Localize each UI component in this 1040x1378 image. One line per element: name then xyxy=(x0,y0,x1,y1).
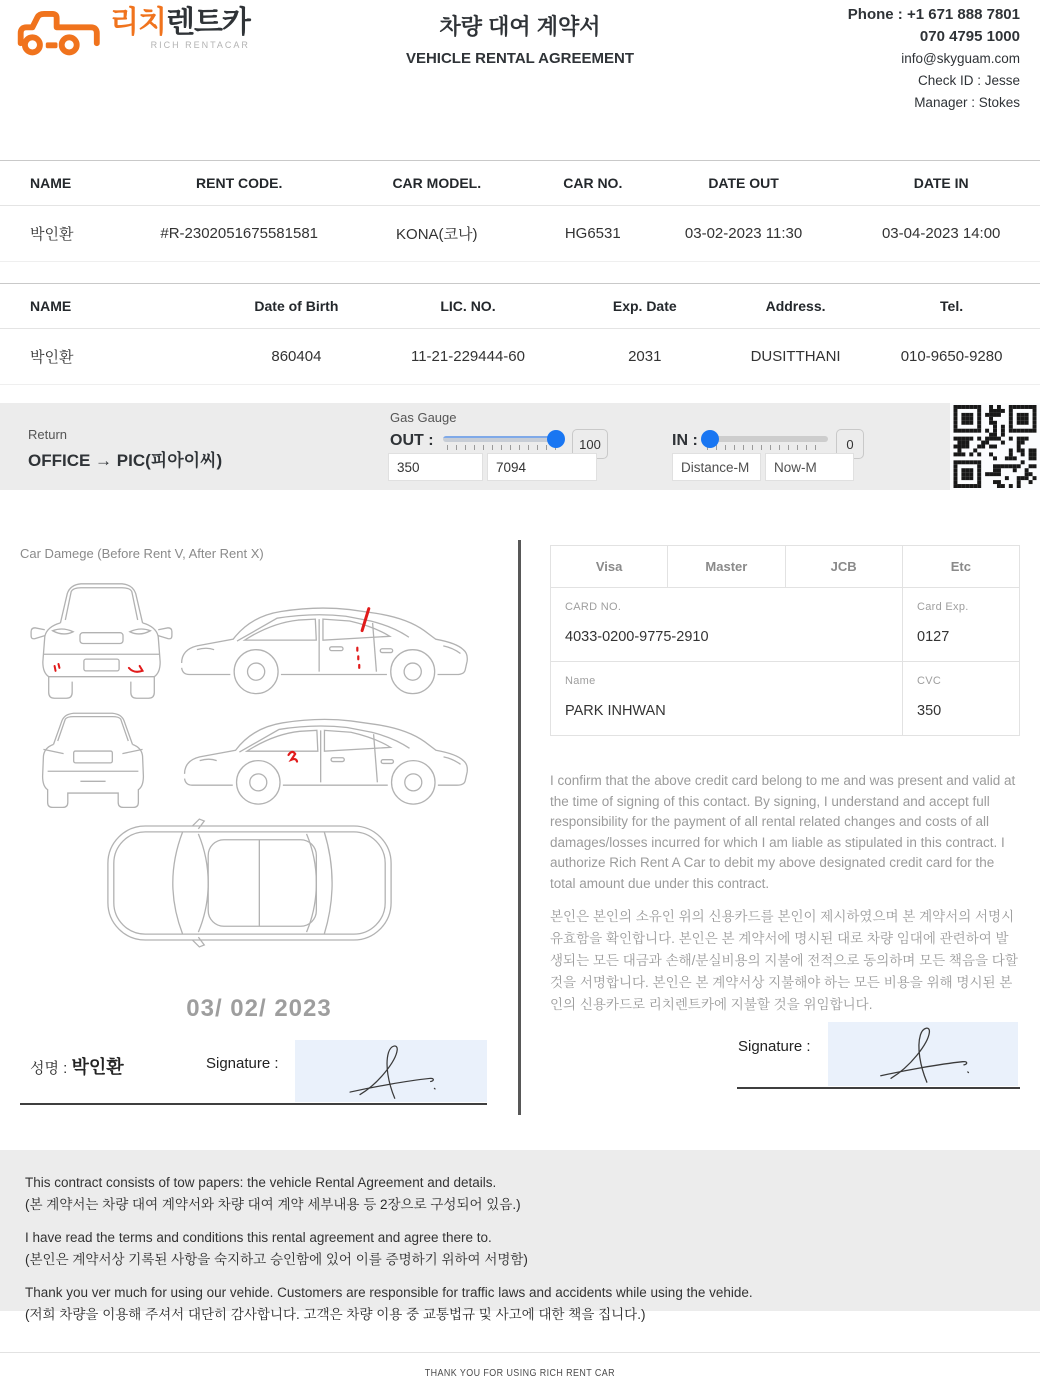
gauge-out-track[interactable] xyxy=(443,436,563,442)
gauge-out-value: 100 xyxy=(572,429,608,459)
car-rear-view-diagram[interactable] xyxy=(30,706,156,818)
cardholder-name-label: Name xyxy=(565,675,596,687)
cell-car-model: KONA(코나) xyxy=(333,206,541,262)
cell-date-out: 03-02-2023 11:30 xyxy=(645,206,843,262)
left-signature-pad[interactable] xyxy=(295,1040,487,1102)
footer-divider xyxy=(0,1352,1040,1353)
gauge-out-label: OUT : xyxy=(390,432,434,449)
section-divider xyxy=(518,540,521,1115)
name-value: 박인환 xyxy=(71,1057,124,1077)
cell-car-no: HG6531 xyxy=(541,206,645,262)
terms-band xyxy=(0,1150,1040,1322)
right-signature-pad[interactable] xyxy=(828,1022,1018,1086)
col-header-address: Address. xyxy=(728,284,863,329)
car-side-view-diagram[interactable] xyxy=(174,574,470,712)
return-route: OFFICE → PIC(피아이씨) xyxy=(28,451,223,470)
cvc-label: CVC xyxy=(917,675,942,687)
out-odometer-input[interactable] xyxy=(487,453,597,481)
card-confirmation-korean: 본인은 본인의 소유인 위의 신용카드를 본인이 제시하였으며 본 계약서의 서명시 유효함을 확인합니다. 본인은 본 계약서에 명시된 대로 차량 임대에 관련하여 발생되는 모든 대금과 손해/분실비용의 지불에 전적으로 동의하며 모든 책음을 다할 것을 서명합니다. 본인은 본 계약서상 지불해야 하는 모든 비용을 위해 명시된 본인의 신용카드로 리치렌트카에 지불할 것을 위임합니다. xyxy=(550,909,1018,1012)
page-title-english: VEHICLE RENTAL AGREEMENT xyxy=(405,50,635,67)
cell-renter-name: 박인환 xyxy=(0,206,146,262)
logo-text-dark: 렌트카 xyxy=(165,6,250,39)
qr-code xyxy=(950,403,1040,490)
damage-mark-side2 xyxy=(289,752,298,762)
gauge-in-track[interactable] xyxy=(703,436,828,442)
cell-lic-no: 11-21-229444-60 xyxy=(374,329,561,385)
gauge-in-label: IN : xyxy=(672,432,698,449)
right-signature-line xyxy=(737,1087,1020,1089)
cardholder-name-value[interactable]: PARK INHWAN xyxy=(565,703,666,719)
name-label: 성명 : xyxy=(30,1060,68,1077)
term-2-english: I have read the terms and conditions this rental agreement and agree there to. xyxy=(25,1230,492,1245)
manager: Manager : Stokes xyxy=(914,95,1020,110)
col-header-date-in: DATE IN xyxy=(842,161,1040,206)
card-exp-value[interactable]: 0127 xyxy=(917,629,950,645)
cell-rent-code: #R-2302051675581581 xyxy=(146,206,333,262)
col-header-car-model: CAR MODEL. xyxy=(333,161,541,206)
cvc-value[interactable]: 350 xyxy=(917,703,942,719)
gauge-in-thumb[interactable] xyxy=(701,430,719,448)
left-signature-line xyxy=(20,1103,487,1105)
col-header-exp-date: Exp. Date xyxy=(562,284,728,329)
cell-address: DUSITTHANI xyxy=(728,329,863,385)
col-header-lic-no: LIC. NO. xyxy=(374,284,561,329)
card-type-tabs xyxy=(550,545,1020,588)
term-item xyxy=(25,1172,1015,1216)
contract-date: 03/ 02/ 2023 xyxy=(186,995,332,1022)
out-mileage-input[interactable] xyxy=(388,453,483,481)
cell-driver-name: 박인환 xyxy=(0,329,218,385)
gauge-in-value: 0 xyxy=(836,429,864,459)
rental-table-row xyxy=(0,206,1040,262)
gauge-out-thumb[interactable] xyxy=(547,430,565,448)
card-no-value[interactable]: 4033-0200-9775-2910 xyxy=(565,629,709,645)
card-confirmation-english: I confirm that the above credit card belong to me and was present and valid at the time of signing of this contact. By signing, I understand and accept full responsibility for the payment of all rental related changes and costs of all damages/losses incurred for which I am liable as stipulated in this contract. I authorize Rich Rent A Car to debit my above designated credit card for the total amount due under this contract. xyxy=(550,773,1016,891)
col-header-driver-name: NAME xyxy=(0,284,218,329)
tab-master[interactable]: Master xyxy=(668,545,785,588)
col-header-dob: Date of Birth xyxy=(218,284,374,329)
term-2-korean: (본인은 계약서상 기록된 사항을 숙지하고 승인함에 있어 이를 증명하기 위하여 서명함) xyxy=(25,1252,528,1267)
phone-secondary: 070 4795 1000 xyxy=(919,28,1020,45)
term-item xyxy=(25,1227,1015,1271)
col-header-rent-code: RENT CODE. xyxy=(146,161,333,206)
card-no-label: CARD NO. xyxy=(565,601,622,613)
col-header-car-no: CAR NO. xyxy=(541,161,645,206)
phone-primary: Phone : +1 671 888 7801 xyxy=(847,6,1020,23)
car-front-view-diagram[interactable] xyxy=(28,576,175,708)
card-exp-label: Card Exp. xyxy=(917,601,969,613)
check-id: Check ID : Jesse xyxy=(917,73,1020,88)
gas-gauge-label: Gas Gauge xyxy=(390,410,457,425)
tab-jcb[interactable]: JCB xyxy=(786,545,903,588)
contact-block xyxy=(848,4,1020,114)
left-signature-label: Signature : xyxy=(206,1055,279,1072)
term-3-korean: (저희 차량을 이용해 주셔서 대단히 감사합니다. 고객은 차량 이용 중 교통법규 및 사고에 대한 책을 집니다.) xyxy=(25,1307,646,1322)
car-top-view-diagram[interactable] xyxy=(102,816,397,950)
gauge-in-slider[interactable] xyxy=(703,430,828,448)
col-header-name: NAME xyxy=(0,161,146,206)
return-label: Return xyxy=(28,427,68,442)
cell-date-in: 03-04-2023 14:00 xyxy=(842,206,1040,262)
term-1-english: This contract consists of tow papers: the vehicle Rental Agreement and details. xyxy=(25,1175,497,1190)
gauge-out-ticks xyxy=(447,445,559,450)
renter-name-row xyxy=(30,1053,124,1079)
logo-subtitle: RICH RENTACAR xyxy=(150,40,250,50)
term-1-korean: (본 계약서는 차량 대여 계약서와 차량 대여 계약 세부내용 등 2장으로 구성되어 있음.) xyxy=(25,1197,521,1212)
term-3-english: Thank you ver much for using our vehide. Customers are responsible for traffic laws and accidents while using the vehide. xyxy=(25,1285,753,1300)
cell-tel: 010-9650-9280 xyxy=(863,329,1040,385)
driver-table-row xyxy=(0,329,1040,385)
cell-exp-date: 2031 xyxy=(562,329,728,385)
col-header-tel: Tel. xyxy=(863,284,1040,329)
footer-message: THANK YOU FOR USING RICH RENT CAR xyxy=(424,1367,616,1378)
logo-text-orange: 리치 xyxy=(110,6,166,39)
gauge-in-ticks xyxy=(707,445,824,450)
page-title-korean: 차량 대여 계약서 xyxy=(439,14,601,39)
rental-info-table xyxy=(0,160,1040,262)
email: info@skyguam.com xyxy=(901,51,1020,66)
gauge-out-slider[interactable] xyxy=(443,430,563,448)
car-damage-label: Car Damege (Before Rent V, After Rent X) xyxy=(20,546,264,561)
term-item xyxy=(25,1282,1015,1326)
driver-info-table xyxy=(0,283,1040,385)
cell-dob: 860404 xyxy=(218,329,374,385)
tab-etc[interactable]: Etc xyxy=(903,545,1020,588)
in-now-input[interactable] xyxy=(765,453,854,481)
in-distance-input[interactable] xyxy=(672,453,761,481)
col-header-date-out: DATE OUT xyxy=(645,161,843,206)
car-side-view2-diagram[interactable] xyxy=(177,698,470,810)
gauge-band xyxy=(0,403,1040,490)
tab-visa[interactable]: Visa xyxy=(550,545,668,588)
right-signature-label: Signature : xyxy=(738,1038,811,1055)
credit-card-section xyxy=(550,545,1020,736)
